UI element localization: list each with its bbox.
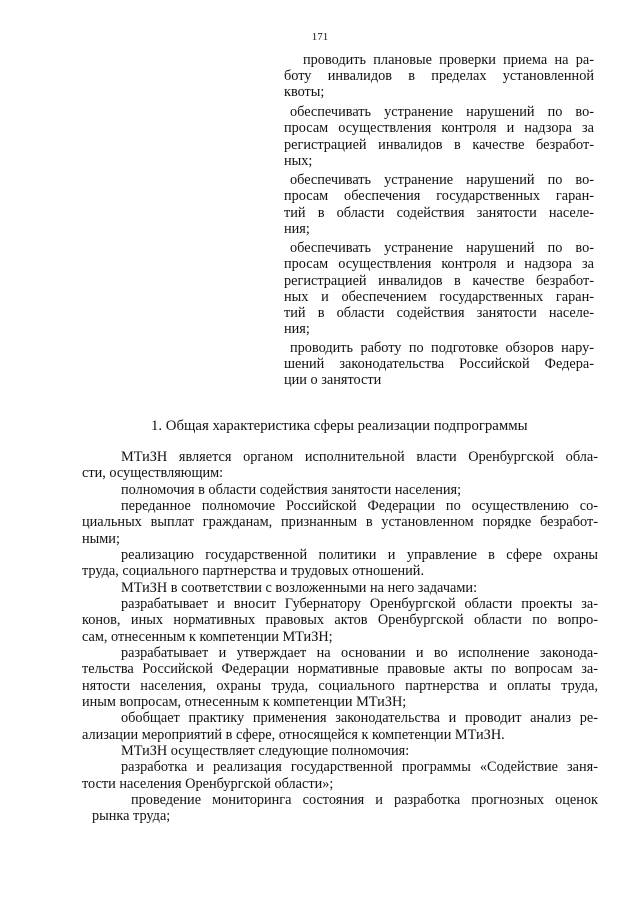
text-line: квоты;: [284, 84, 325, 100]
text-line: реализацию государственной политики и управление в сфере охраны: [121, 547, 598, 563]
text-line: регистрацией инвалидов в качестве безработ-: [284, 273, 594, 289]
text-line: иным вопросам, отнесенным к компетенции МТиЗН;: [82, 694, 407, 710]
text-line: просам осуществления контроля и надзора за: [284, 256, 594, 272]
text-line: разрабатывает и утверждает на основании и во исполнение законода-: [121, 645, 598, 661]
text-line: нятости населения, охраны труда, социального партнерства и оплаты труда,: [82, 678, 598, 694]
text-line: обобщает практику применения законодательства и проводит анализ ре-: [121, 710, 598, 726]
text-line: просам осуществления контроля и надзора за: [284, 120, 594, 136]
text-line: шений законодательства Российской Федера-: [284, 356, 594, 372]
text-line: циальных выплат гражданам, признанным в установленном порядке безработ-: [82, 514, 598, 530]
text-line: регистрацией инвалидов в качестве безработ-: [284, 137, 594, 153]
text-line: МТиЗН является органом исполнительной власти Оренбургской обла-: [121, 449, 598, 465]
text-line: просам обеспечения государственных гаран-: [284, 188, 594, 204]
text-line: ции о занятости: [284, 372, 382, 388]
text-line: МТиЗН осуществляет следующие полномочия:: [121, 743, 410, 759]
text-line: полномочия в области содействия занятости населения;: [121, 482, 462, 498]
text-line: переданное полномочие Российской Федерации по осуществлению со-: [121, 498, 598, 514]
text-line: тельства Российской Федерации нормативные правовые акты по вопросам за-: [82, 661, 598, 677]
text-line: обеспечивать устранение нарушений по во-: [290, 104, 594, 120]
text-line: тий в области содействия занятости населе-: [284, 305, 594, 321]
text-line: тости населения Оренбургской области»;: [82, 776, 334, 792]
text-line: ния;: [284, 321, 310, 337]
text-line: ных;: [284, 153, 313, 169]
text-line: ных и обеспечением государственных гаран-: [284, 289, 594, 305]
text-line: труда, социального партнерства и трудовых отношений.: [82, 563, 425, 579]
text-line: проводить плановые проверки приема на ра-: [303, 52, 594, 68]
text-line: разрабатывает и вносит Губернатору Оренбургской области проекты за-: [121, 596, 598, 612]
text-line: проведение мониторинга состояния и разработка прогнозных оценок: [131, 792, 598, 808]
text-line: обеспечивать устранение нарушений по во-: [290, 172, 594, 188]
text-line: конов, иных нормативных правовых актов Оренбургской области по вопро-: [82, 612, 598, 628]
text-line: проводить работу по подготовке обзоров нару-: [290, 340, 594, 356]
text-line: рынка труда;: [92, 808, 171, 824]
text-line: тий в области содействия занятости населе-: [284, 205, 594, 221]
text-line: ния;: [284, 221, 310, 237]
text-line: обеспечивать устранение нарушений по во-: [290, 240, 594, 256]
section-heading: 1. Общая характеристика сферы реализации подпрограммы: [151, 418, 528, 434]
text-line: сти, осуществляющим:: [82, 465, 224, 481]
page-number: 171: [311, 31, 329, 43]
text-line: МТиЗН в соответствии с возложенными на него задачами:: [121, 580, 478, 596]
text-line: сам, отнесенным к компетенции МТиЗН;: [82, 629, 333, 645]
text-line: боту инвалидов в пределах установленной: [284, 68, 594, 84]
text-line: ализации мероприятий в сфере, относящейся к компетенции МТиЗН.: [82, 727, 505, 743]
text-line: ными;: [82, 531, 120, 547]
text-line: разработка и реализация государственной программы «Содействие заня-: [121, 759, 598, 775]
